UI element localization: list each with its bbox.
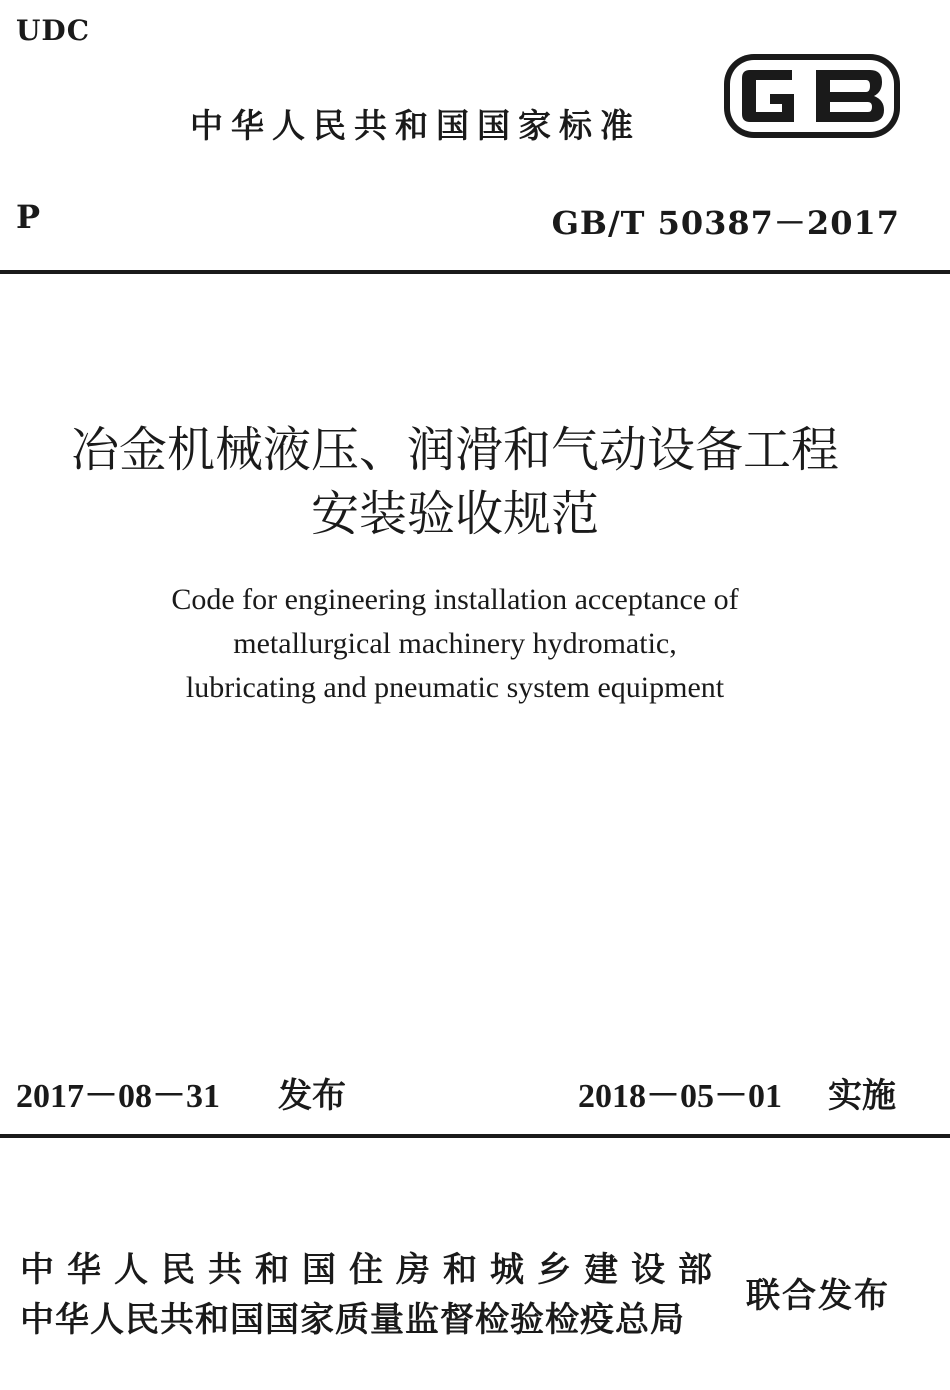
effective-label: 实施 (828, 1076, 896, 1116)
title-en-line3: lubricating and pneumatic system equipment (185, 671, 725, 704)
publisher-line2: 中华人民共和国国家质量监督检验检疫总局 (20, 1300, 685, 1340)
title-zh-line1: 冶金机械液压、润滑和气动设备工程 (70, 422, 839, 478)
standard-type: 中华人民共和国国家标准 (190, 106, 641, 145)
issue-date: 2017－08－31 (16, 1078, 220, 1115)
classification-code: P (16, 198, 41, 236)
title-zh-line2: 安装验收规范 (310, 486, 599, 542)
publisher-line1: 中华人民共和国住房和城乡建设部 (20, 1250, 725, 1290)
joint-publish-label: 联合发布 (746, 1276, 890, 1316)
header-divider (0, 270, 950, 274)
gb-logo (722, 48, 902, 140)
issue-label: 发布 (278, 1076, 346, 1116)
udc-label: UDC (16, 14, 90, 47)
title-en-line1: Code for engineering installation acceptance of (171, 583, 739, 616)
effective-date: 2018－05－01 (578, 1078, 782, 1115)
title-en-line2: metallurgical machinery hydromatic, (233, 627, 677, 660)
footer-divider (0, 1134, 950, 1138)
standard-code: GB/T 50387－2017 (551, 204, 900, 242)
